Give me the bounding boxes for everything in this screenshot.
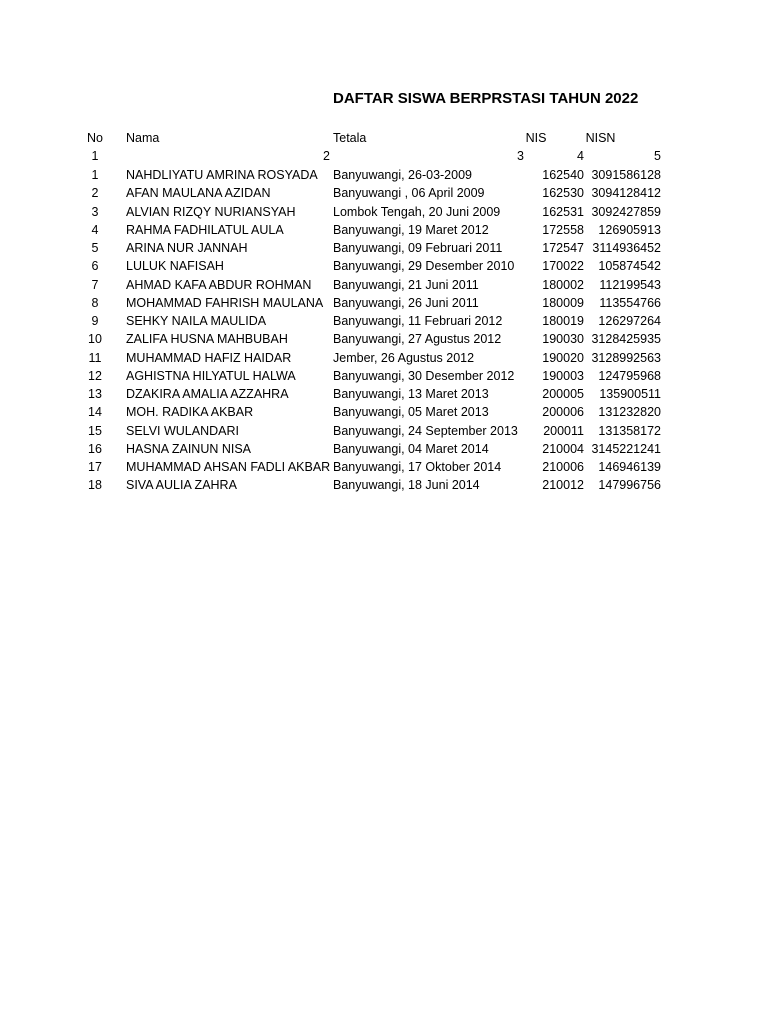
table-row (0, 458, 768, 476)
row-tetala: Banyuwangi, 21 Juni 2011 (333, 277, 479, 292)
row-no: 5 (91, 241, 99, 255)
row-nisn: 3114936452 (592, 241, 661, 255)
header-nisn: NISN (585, 131, 616, 145)
row-tetala: Banyuwangi, 18 Juni 2014 (333, 478, 480, 493)
row-tetala: Banyuwangi , 06 April 2009 (333, 186, 485, 201)
row-nisn: 3128992563 (591, 350, 661, 365)
table-row (0, 349, 768, 367)
document-title: DAFTAR SISWA BERPRSTASI TAHUN 2022 (333, 90, 639, 107)
table-row (0, 166, 768, 184)
row-nama: SEHKY NAILA MAULIDA (126, 314, 267, 328)
row-tetala: Banyuwangi, 09 Februari 2011 (333, 241, 503, 255)
row-no: 2 (91, 186, 99, 201)
row-nis: 200006 (542, 405, 584, 420)
row-no: 9 (91, 314, 99, 328)
row-no: 15 (88, 423, 102, 438)
row-tetala: Banyuwangi, 13 Maret 2013 (333, 387, 489, 401)
row-tetala: Banyuwangi, 29 Desember 2010 (333, 259, 515, 274)
column-index-row (0, 147, 768, 165)
row-nisn: 113554766 (599, 295, 661, 310)
row-nis: 190030 (542, 332, 584, 347)
row-nama: MOH. RADIKA AKBAR (126, 405, 254, 420)
row-nama: AHMAD KAFA ABDUR ROHMAN (126, 277, 312, 292)
header-nis: NIS (525, 131, 547, 145)
row-nama: MUHAMMAD AHSAN FADLI AKBAR (126, 460, 331, 474)
row-nisn: 3092427859 (591, 204, 661, 219)
row-nisn: 3145221241 (591, 441, 661, 456)
row-nisn: 126297264 (598, 314, 661, 328)
row-nis: 162540 (542, 168, 584, 182)
row-tetala: Banyuwangi, 24 September 2013 (333, 423, 518, 438)
index-no: 1 (91, 149, 99, 163)
row-nis: 210004 (542, 441, 584, 456)
row-no: 11 (88, 350, 102, 365)
row-tetala: Lombok Tengah, 20 Juni 2009 (333, 204, 501, 219)
index-nis: 4 (577, 149, 584, 163)
index-nisn: 5 (654, 149, 661, 163)
row-no: 10 (88, 332, 102, 347)
row-nis: 162531 (542, 204, 584, 219)
row-nama: HASNA ZAINUN NISA (126, 441, 252, 456)
row-nis: 210006 (542, 460, 584, 474)
row-nama: AFAN MAULANA AZIDAN (126, 186, 271, 201)
table-row (0, 385, 768, 403)
row-nama: MUHAMMAD HAFIZ HAIDAR (126, 350, 292, 365)
row-nisn: 135900511 (599, 387, 661, 401)
row-tetala: Banyuwangi, 19 Maret 2012 (333, 222, 489, 237)
table-row (0, 422, 768, 440)
header-no: No (87, 131, 103, 145)
table-row (0, 203, 768, 221)
row-no: 4 (91, 222, 99, 237)
row-nama: ARINA NUR JANNAH (126, 241, 248, 255)
row-nisn: 131358172 (598, 423, 661, 438)
table-row (0, 476, 768, 494)
row-nama: LULUK NAFISAH (126, 259, 224, 274)
row-no: 1 (91, 168, 99, 182)
row-tetala: Banyuwangi, 26 Juni 2011 (333, 295, 479, 310)
row-no: 6 (91, 259, 99, 274)
row-nisn: 124795968 (598, 368, 661, 383)
index-tetala: 3 (517, 149, 524, 163)
table-row (0, 367, 768, 385)
row-nis: 200011 (543, 423, 584, 438)
row-nisn: 112199543 (599, 277, 661, 292)
table-row (0, 239, 768, 257)
header-nama: Nama (126, 131, 160, 145)
row-nis: 190020 (542, 350, 584, 365)
row-nis: 180002 (542, 277, 584, 292)
row-nisn: 146946139 (598, 460, 661, 474)
table-row (0, 330, 768, 348)
table-row (0, 294, 768, 312)
row-nis: 162530 (542, 186, 584, 201)
row-nisn: 3094128412 (591, 186, 661, 201)
row-nis: 172547 (542, 241, 584, 255)
row-no: 12 (88, 368, 102, 383)
row-no: 3 (91, 204, 99, 219)
row-nama: ZALIFA HUSNA MAHBUBAH (126, 332, 288, 347)
row-nisn: 147996756 (598, 478, 661, 493)
row-nisn: 3128425935 (591, 332, 661, 347)
table-header-row (0, 129, 768, 147)
index-nama: 2 (323, 149, 330, 163)
row-tetala: Banyuwangi, 27 Agustus 2012 (333, 332, 502, 347)
header-tetala: Tetala (333, 131, 367, 145)
row-nis: 180019 (542, 314, 584, 328)
row-no: 7 (91, 277, 99, 292)
row-no: 17 (88, 460, 102, 474)
row-nisn: 131232820 (598, 405, 661, 420)
row-no: 8 (91, 295, 99, 310)
row-nis: 172558 (542, 222, 584, 237)
table-row (0, 403, 768, 421)
row-nama: SELVI WULANDARI (126, 423, 239, 438)
row-no: 14 (88, 405, 102, 420)
row-tetala: Jember, 26 Agustus 2012 (333, 350, 475, 365)
table-row (0, 221, 768, 239)
row-tetala: Banyuwangi, 05 Maret 2013 (333, 405, 489, 420)
row-nis: 190003 (542, 368, 584, 383)
row-no: 18 (88, 478, 102, 493)
row-nis: 200005 (542, 387, 584, 401)
row-tetala: Banyuwangi, 26-03-2009 (333, 168, 472, 182)
row-nisn: 3091586128 (591, 168, 661, 182)
row-tetala: Banyuwangi, 30 Desember 2012 (333, 368, 515, 383)
row-tetala: Banyuwangi, 17 Oktober 2014 (333, 460, 502, 474)
table-row (0, 276, 768, 294)
table-row (0, 184, 768, 202)
row-no: 16 (88, 441, 102, 456)
row-nis: 210012 (542, 478, 584, 493)
row-tetala: Banyuwangi, 04 Maret 2014 (333, 441, 489, 456)
row-nama: NAHDLIYATU AMRINA ROSYADA (126, 168, 318, 182)
row-nama: ALVIAN RIZQY NURIANSYAH (126, 204, 296, 219)
table-row (0, 440, 768, 458)
row-nis: 180009 (542, 295, 584, 310)
row-nama: SIVA AULIA ZAHRA (126, 478, 237, 493)
table-row (0, 312, 768, 330)
row-nama: RAHMA FADHILATUL AULA (126, 222, 284, 237)
row-no: 13 (88, 387, 102, 401)
row-nis: 170022 (542, 259, 584, 274)
table-row (0, 257, 768, 275)
row-tetala: Banyuwangi, 11 Februari 2012 (333, 314, 503, 328)
row-nama: AGHISTNA HILYATUL HALWA (126, 368, 296, 383)
row-nisn: 105874542 (598, 259, 661, 274)
row-nama: DZAKIRA AMALIA AZZAHRA (126, 387, 289, 401)
row-nisn: 126905913 (598, 222, 661, 237)
row-nama: MOHAMMAD FAHRISH MAULANA (126, 295, 324, 310)
